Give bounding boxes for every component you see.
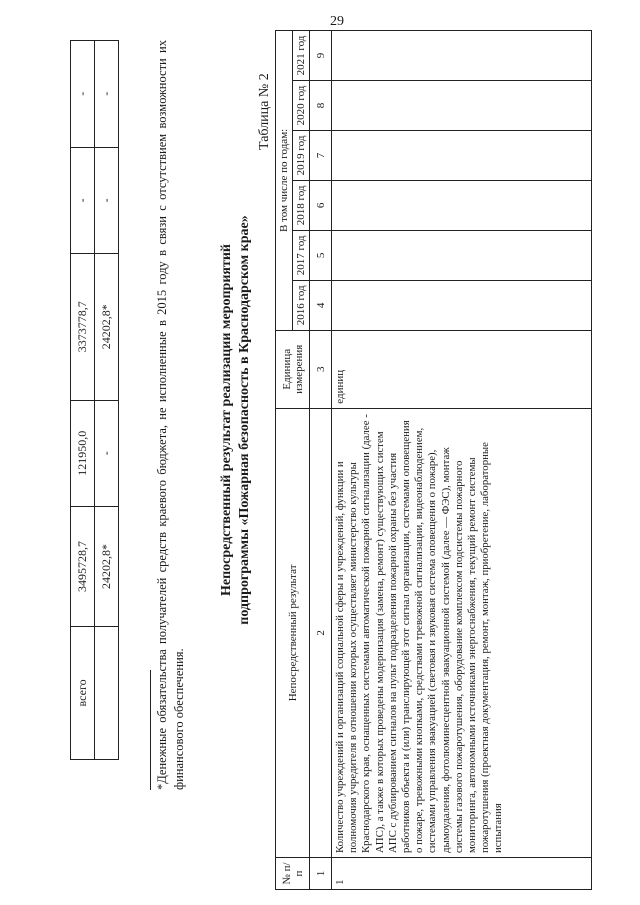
table-cell: 24202,8* xyxy=(95,254,119,400)
table-cell xyxy=(332,180,592,230)
header-year: 2017 год xyxy=(293,230,310,280)
footnote-rule xyxy=(150,670,151,790)
table-cell: - xyxy=(95,41,119,148)
col-number: 2 xyxy=(310,408,332,857)
footnote xyxy=(154,40,188,790)
col-number: 6 xyxy=(310,180,332,230)
row-description: Количество учреждений и организаций социальной сферы и учреждений, функции и полномочия учредителя в отношении которых осуществляет министерство культуры Краснодарского края, оснащенных системами автоматической пожарной сигнализации (далее - АПС), а также в которых проведены модернизация (замена, ремонт) существующих систем АПС с дублированием сигналов на пульт подразделения пожарной охраны без участия работников объекта и (или) транслирующей этот сигнал организации, системами оповещения о пожаре, тревожными кнопками, средствами тревожной сигнализации, видеонаблюдением, системами управления эвакуацией (световая и звуковая система оповещения о пожаре), дымоудаления, фотолюминесцентной эвакуационной системой (далее — ФЭС), монтаж системы газового пожаротушения, оборудование комплексом подсистемы пожарного мониторинга, автономными источниками энергоснабжения, текущий ремонт системы пожаротушения (проектная документация, ремонт, монтаж, приобретение, лабораторные испытания xyxy=(332,408,592,857)
col-number: 4 xyxy=(310,280,332,330)
cell-label: всего xyxy=(71,626,95,759)
header-year: 2021 год xyxy=(293,31,310,81)
table-row xyxy=(332,31,592,890)
table-cell: 121950,0 xyxy=(71,400,95,507)
table-row xyxy=(71,41,95,760)
table-cell xyxy=(332,81,592,131)
col-number: 9 xyxy=(310,31,332,81)
table-row xyxy=(95,41,119,760)
footnote-text: *Денежные обязательства получателей средств краевого бюджета, не исполненные в 2015 году в связи с отсутствием возможности их финансового обеспечения. xyxy=(155,40,186,790)
header-num: № п/п xyxy=(276,858,310,890)
results-table xyxy=(275,30,592,890)
table-cell: 3495728,7 xyxy=(71,507,95,627)
funding-table xyxy=(70,40,119,760)
table-cell: - xyxy=(95,400,119,507)
table-cell: 24202,8* xyxy=(95,507,119,627)
header-unit: Единица измерения xyxy=(276,330,310,408)
row-num: 1 xyxy=(332,858,592,890)
section-title xyxy=(218,40,254,800)
col-number: 5 xyxy=(310,230,332,280)
col-number: 7 xyxy=(310,130,332,180)
table-cell xyxy=(332,280,592,330)
col-number: 8 xyxy=(310,81,332,131)
table-cell xyxy=(95,626,119,759)
col-number: 3 xyxy=(310,330,332,408)
header-year: 2020 год xyxy=(293,81,310,131)
header-by-years: В том числе по годам: xyxy=(276,31,293,331)
header-year: 2018 год xyxy=(293,180,310,230)
table-label: Таблица № 2 xyxy=(257,73,272,150)
table-cell: - xyxy=(95,147,119,254)
table-cell xyxy=(332,230,592,280)
rotated-page-content xyxy=(70,30,630,890)
table-cell: 3373778,7 xyxy=(71,254,95,400)
title-line-2: подпрограммы «Пожарная безопасность в Краснодарском крае» xyxy=(237,215,252,625)
row-unit: единиц xyxy=(332,330,592,408)
table-cell xyxy=(332,130,592,180)
col-number: 1 xyxy=(310,858,332,890)
page-number: 29 xyxy=(330,14,344,29)
header-result: Непосредственный результат xyxy=(276,408,310,857)
table-cell: - xyxy=(71,147,95,254)
header-year: 2019 год xyxy=(293,130,310,180)
table-cell xyxy=(332,31,592,81)
header-year: 2016 год xyxy=(293,280,310,330)
column-numbers-row xyxy=(310,31,332,890)
table-cell: - xyxy=(71,41,95,148)
table-header-row xyxy=(276,31,293,890)
title-line-1: Непосредственный результат реализации мероприятий xyxy=(219,244,234,596)
